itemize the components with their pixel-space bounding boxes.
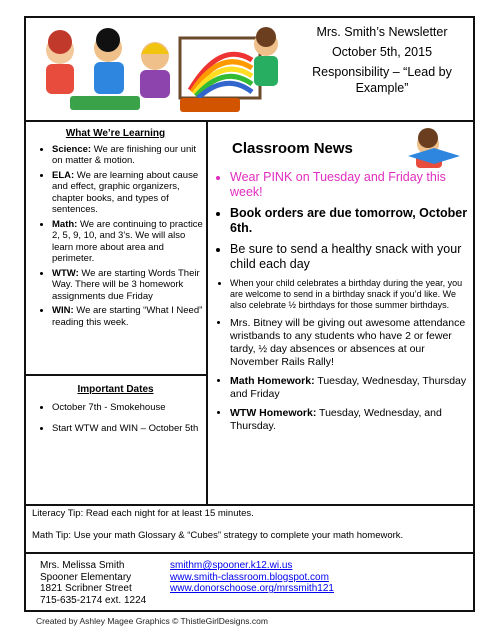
school-phone: 715-635-2174 ext. 1224 — [40, 594, 147, 606]
footer-divider — [24, 552, 475, 554]
date-item: • October 7th - Smokehouse — [52, 402, 203, 414]
news-pink: • Wear PINK on Tuesday and Friday this week! — [230, 170, 472, 200]
credit-line: Created by Ashley Magee Graphics © ThistleGirlDesigns.com — [36, 616, 268, 626]
newsletter-theme: Responsibility – “Lead by Example” — [312, 65, 452, 95]
classroom-news — [214, 170, 472, 439]
news-book-orders: • Book orders are due tomorrow, October 6th. — [230, 206, 472, 236]
literacy-tip: Literacy Tip: Read each night for at least 15 minutes. — [32, 508, 254, 519]
news-math-homework: • Math Homework: Tuesday, Wednesday, Thursday and Friday — [230, 375, 472, 401]
learning-item: • WIN: We are starting “What I Need” reading this week. — [52, 305, 203, 328]
news-birthday: • When your child celebrates a birthday during the year, you are welcome to send in a birthday snack if you’d like. We also celebrate ½ birthdays for those summer birthdays. — [230, 278, 472, 311]
dates-title: Important Dates — [77, 384, 154, 395]
date-item: • Start WTW and WIN – October 5th — [52, 423, 203, 435]
learning-title: What We’re Learning — [65, 128, 166, 139]
contact-info — [40, 560, 146, 606]
important-dates-section — [28, 384, 203, 445]
kids-painting-illustration — [30, 20, 286, 116]
newsletter-title: Mrs. Smith’s Newsletter — [316, 25, 448, 39]
reading-kid-icon — [398, 128, 470, 172]
teacher-name: Mrs. Melissa Smith — [40, 560, 125, 571]
contact-links — [170, 560, 334, 595]
email-link[interactable]: smithm@spooner.k12.wi.us — [170, 560, 293, 571]
left-section-divider — [24, 374, 207, 376]
news-snack: • Be sure to send a healthy snack with your child each day — [230, 242, 472, 272]
learning-section — [28, 128, 203, 331]
math-tip: Math Tip: Use your math Glossary & “Cubes” strategy to complete your math homework. — [32, 530, 404, 541]
school-street: 1821 Scribner Street — [40, 583, 132, 594]
learning-item: • Math: We are continuing to practice 2, 5, 9, 10, and 3’s. We will also learn more about area and perimeter. — [52, 219, 203, 265]
header-divider — [24, 120, 475, 122]
tips-divider — [24, 504, 475, 506]
school-name: Spooner Elementary — [40, 571, 132, 583]
news-wtw-homework: • WTW Homework: Tuesday, Wednesday, and Thursday. — [230, 407, 472, 433]
learning-item: • ELA: We are learning about cause and effect, graphic organizers, chapter books, and types of sentences. — [52, 170, 203, 216]
header-text — [296, 24, 468, 100]
donors-link[interactable]: www.donorschoose.org/mrssmith121 — [170, 583, 334, 594]
learning-item: • WTW: We are starting Words Their Way. There will be 3 homework assignments due Friday — [52, 268, 203, 303]
news-bitney: • Mrs. Bitney will be giving out awesome attendance wristbands to any students who have 2 or fewer tardy, ½ day absences or absences at our November Rails Rally! — [230, 317, 472, 369]
newsletter-date: October 5th, 2015 — [331, 45, 433, 59]
blog-link[interactable]: www.smith-classroom.blogspot.com — [170, 571, 329, 583]
column-divider — [206, 120, 208, 504]
learning-item: • Science: We are finishing our unit on matter & motion. — [52, 144, 203, 167]
classroom-news-title: Classroom News — [232, 140, 353, 157]
